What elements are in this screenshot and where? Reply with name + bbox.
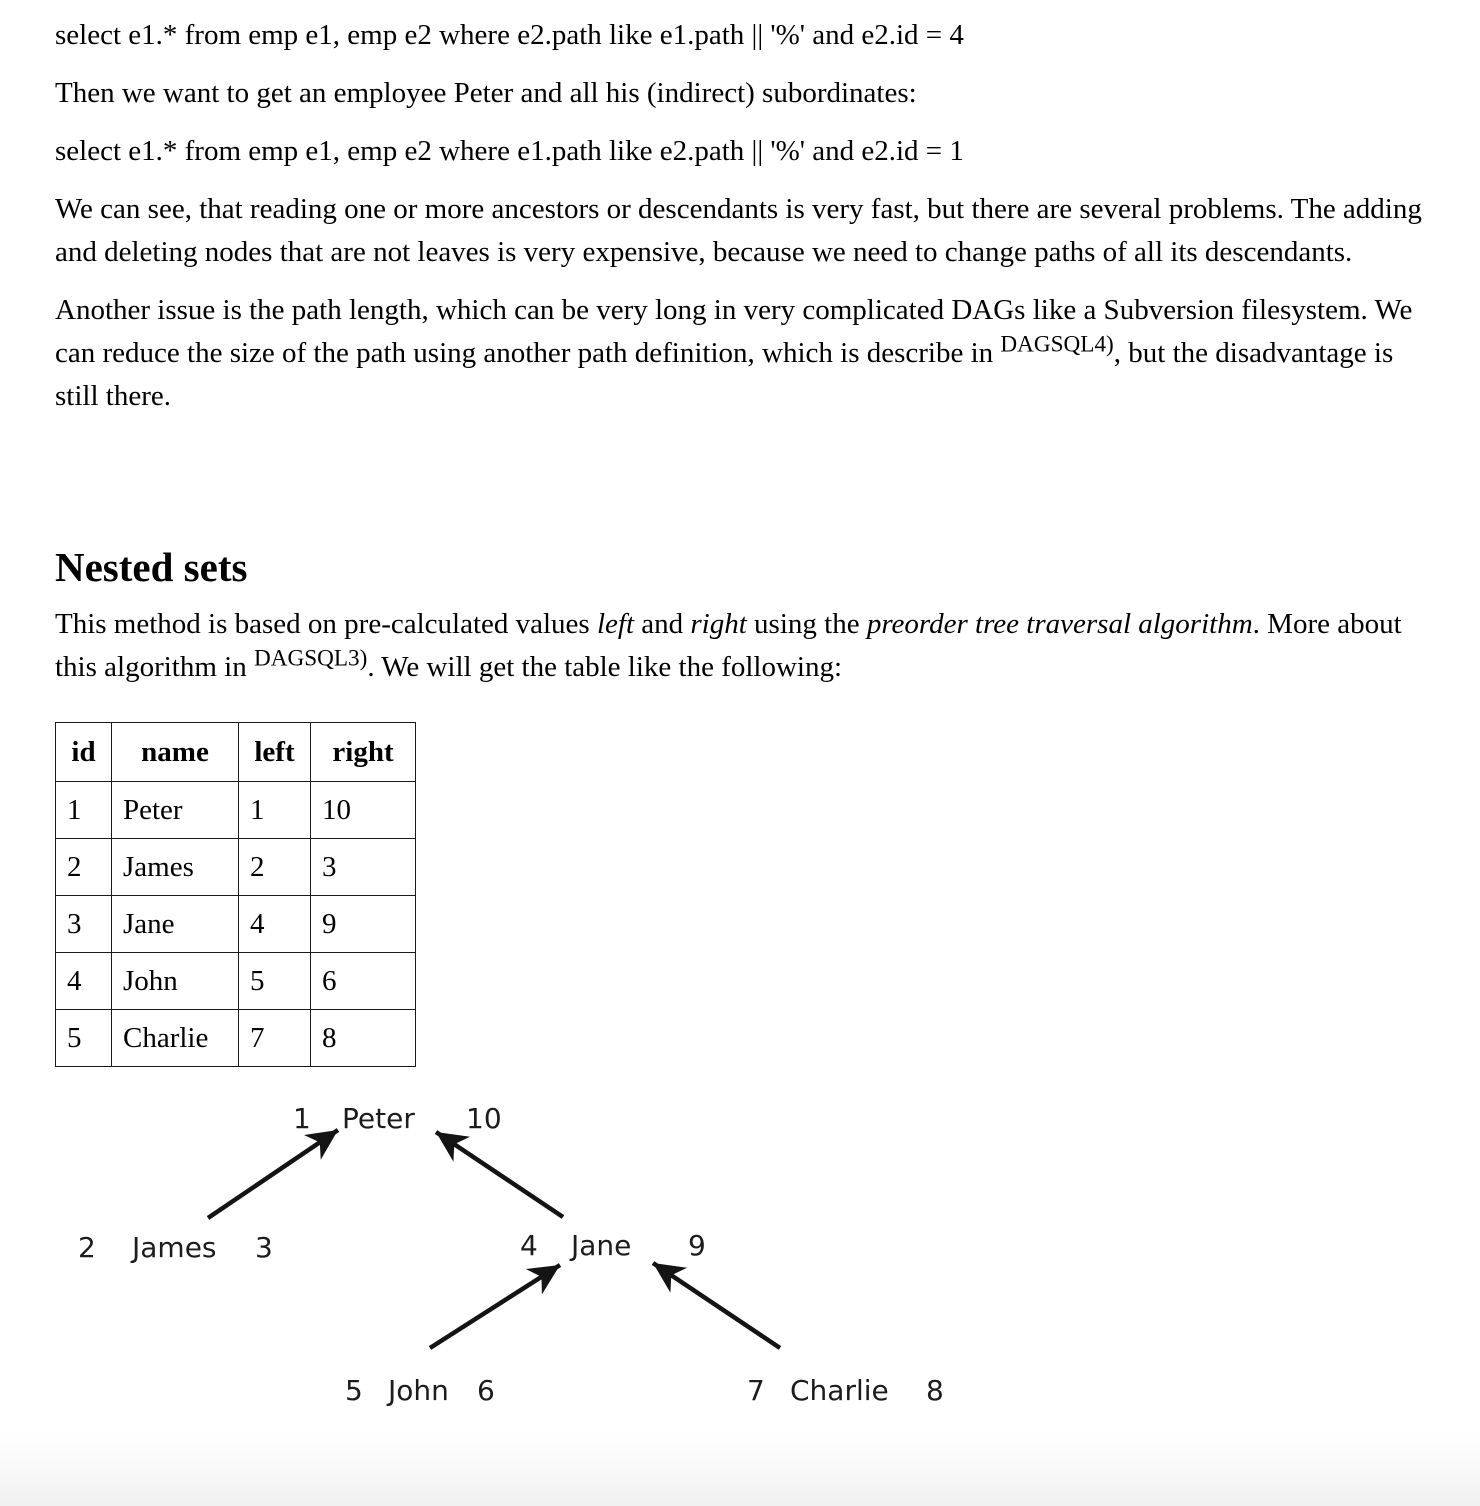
- table-header-left: left: [239, 723, 311, 782]
- node-peter-right-value: 10: [466, 1102, 502, 1135]
- table-cell: 3: [311, 839, 416, 896]
- node-charlie-name: Charlie: [790, 1374, 889, 1407]
- node-jane-right-value: 9: [688, 1229, 706, 1262]
- node-john-right-value: 6: [477, 1374, 495, 1407]
- table-header-id: id: [56, 723, 112, 782]
- table-cell: 2: [239, 839, 311, 896]
- table-row: [56, 953, 416, 1010]
- node-jane-left-value: 4: [520, 1229, 538, 1262]
- table-cell: 10: [311, 782, 416, 839]
- text-segment: . We will get the table like the following:: [367, 651, 843, 683]
- table-cell: 4: [56, 953, 112, 1010]
- table-cell: Jane: [112, 896, 239, 953]
- para-path-length: [55, 289, 1440, 418]
- text-segment: using the: [746, 608, 867, 640]
- table-cell: John: [112, 953, 239, 1010]
- text-segment: and: [634, 608, 691, 640]
- table-cell: James: [112, 839, 239, 896]
- para-subordinates: Then we want to get an employee Peter and all his (indirect) subordinates:: [55, 77, 917, 109]
- nested-sets-table: [55, 722, 416, 1067]
- para-problems: We can see, that reading one or more ancestors or descendants is very fast, but there are several problems. The adding and deleting nodes that are not leaves is very expensive, because we need to change paths of all its descendants.: [55, 193, 1422, 268]
- text-segment: , but the disadvantage is still there.: [55, 337, 1394, 412]
- node-james-name: James: [132, 1231, 217, 1264]
- node-james-left-value: 2: [78, 1231, 96, 1264]
- table-cell: 8: [311, 1010, 416, 1067]
- text-segment: . More about this algorithm in: [55, 608, 1402, 683]
- arrow-james-to-peter: [208, 1130, 338, 1218]
- table-cell: 5: [56, 1010, 112, 1067]
- table-header-right: right: [311, 723, 416, 782]
- table-row: [56, 1010, 416, 1067]
- arrow-jane-to-peter: [436, 1132, 563, 1217]
- table-cell: 1: [56, 782, 112, 839]
- footnote-ref[interactable]: DAGSQL4): [1000, 331, 1114, 358]
- table-header-name: name: [112, 723, 239, 782]
- table-cell: 1: [239, 782, 311, 839]
- italic-text-segment: left: [596, 608, 635, 640]
- table-cell: 5: [239, 953, 311, 1010]
- node-charlie-right-value: 8: [926, 1374, 944, 1407]
- arrow-charlie-to-jane: [653, 1263, 780, 1348]
- node-james-right-value: 3: [255, 1231, 273, 1264]
- node-charlie-left-value: 7: [747, 1374, 765, 1407]
- table-cell: Charlie: [112, 1010, 239, 1067]
- italic-text-segment: right: [690, 608, 747, 640]
- node-john-name: John: [388, 1374, 449, 1407]
- table-cell: 9: [311, 896, 416, 953]
- table-cell: 2: [56, 839, 112, 896]
- para-nested-sets: [55, 603, 1440, 689]
- sql-query-2: select e1.* from emp e1, emp e2 where e1.path like e2.path || '%' and e2.id = 1: [55, 135, 964, 167]
- footnote-ref[interactable]: DAGSQL3): [253, 645, 368, 672]
- node-jane-name: Jane: [571, 1229, 632, 1262]
- table-row: [56, 782, 416, 839]
- table-cell: 4: [239, 896, 311, 953]
- table-cell: 6: [311, 953, 416, 1010]
- tree-diagram: [0, 1080, 1480, 1456]
- table-row: [56, 896, 416, 953]
- node-john-left-value: 5: [345, 1374, 363, 1407]
- table-cell: 7: [239, 1010, 311, 1067]
- table-cell: Peter: [112, 782, 239, 839]
- arrow-john-to-jane: [430, 1265, 560, 1348]
- italic-text-segment: preorder tree traversal algorithm: [866, 608, 1253, 640]
- text-segment: This method is based on pre-calculated values: [55, 608, 597, 640]
- sql-query-1: select e1.* from emp e1, emp e2 where e2.path like e1.path || '%' and e2.id = 4: [55, 19, 964, 51]
- text-segment: Another issue is the path length, which can be very long in very complicated DAGs like a Subversion filesystem. We can reduce the size of the path using another path definition, which is describe in: [55, 294, 1413, 369]
- heading-nested-sets: Nested sets: [55, 544, 248, 590]
- table-row: [56, 839, 416, 896]
- node-peter-name: Peter: [342, 1102, 415, 1135]
- table-cell: 3: [56, 896, 112, 953]
- table-header-row: [56, 723, 416, 782]
- node-peter-left-value: 1: [293, 1102, 311, 1135]
